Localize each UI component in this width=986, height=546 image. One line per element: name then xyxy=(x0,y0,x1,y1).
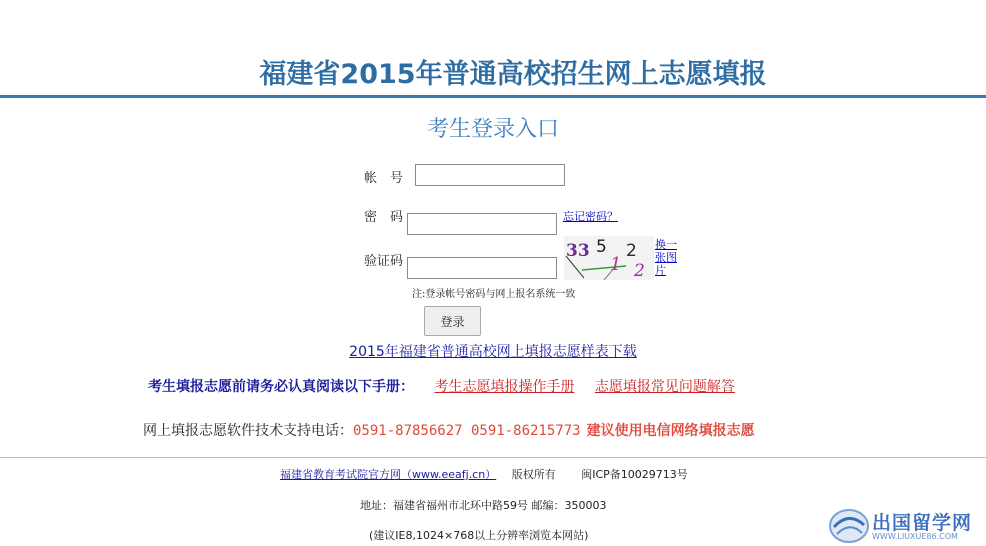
footer-divider xyxy=(0,457,986,458)
title-divider xyxy=(0,95,986,98)
icp-number: 闽ICP备10029713号 xyxy=(581,468,688,481)
watermark-logo xyxy=(826,505,986,546)
faq-link[interactable]: 志愿填报常见问题解答 xyxy=(594,379,735,395)
copyright-text: 版权所有 xyxy=(511,468,556,481)
account-input[interactable] xyxy=(415,164,565,186)
svg-text:2: 2 xyxy=(626,241,637,261)
official-site-link[interactable]: 福建省教育考试院官方网（www.eeafj.cn） xyxy=(280,468,497,481)
svg-text:2: 2 xyxy=(634,261,645,280)
operation-manual-link[interactable]: 考生志愿填报操作手册 xyxy=(434,379,575,395)
footer-address: 地址：福建省福州市北环中路59号 邮编：350003 xyxy=(360,499,607,512)
svg-text:33: 33 xyxy=(566,241,590,261)
manual-row xyxy=(148,376,735,396)
download-sample-link[interactable]: 2015年福建省普通高校网上填报志愿样表下载 xyxy=(349,344,637,360)
password-input[interactable] xyxy=(407,213,557,235)
captcha-image[interactable] xyxy=(564,236,654,280)
support-row xyxy=(143,420,755,440)
network-tip: 建议使用电信网络填报志愿 xyxy=(586,423,755,439)
password-label: 密 码 xyxy=(364,210,404,225)
watermark-url: WWW.LIUXUE86.COM xyxy=(872,532,958,541)
support-label: 网上填报志愿软件技术支持电话： xyxy=(143,423,353,439)
page-title: 福建省2015年普通高校招生网上志愿填报 xyxy=(259,59,767,90)
footer-info xyxy=(280,466,688,482)
change-captcha-link[interactable]: 换一张图片 xyxy=(655,238,677,277)
login-note: 注:登录帐号密码与网上报名系统一致 xyxy=(412,289,576,300)
watermark-globe-icon xyxy=(828,507,870,545)
account-label: 帐 号 xyxy=(364,171,404,186)
forgot-password-link[interactable]: 忘记密码？ xyxy=(563,210,618,223)
watermark-text: 出国留学网 xyxy=(872,512,973,534)
login-heading: 考生登录入口 xyxy=(426,117,559,142)
svg-text:5: 5 xyxy=(596,237,607,257)
svg-text:1: 1 xyxy=(610,254,622,275)
manual-intro: 考生填报志愿前请务必认真阅读以下手册： xyxy=(148,379,414,395)
support-phones: 0591-87856627 0591-86215773 xyxy=(353,423,581,439)
login-button[interactable]: 登录 xyxy=(424,306,481,336)
captcha-input[interactable] xyxy=(407,257,557,279)
captcha-label: 验证码 xyxy=(364,254,404,269)
footer-browser-tip: (建议IE8,1024×768以上分辨率浏览本网站) xyxy=(369,529,589,542)
